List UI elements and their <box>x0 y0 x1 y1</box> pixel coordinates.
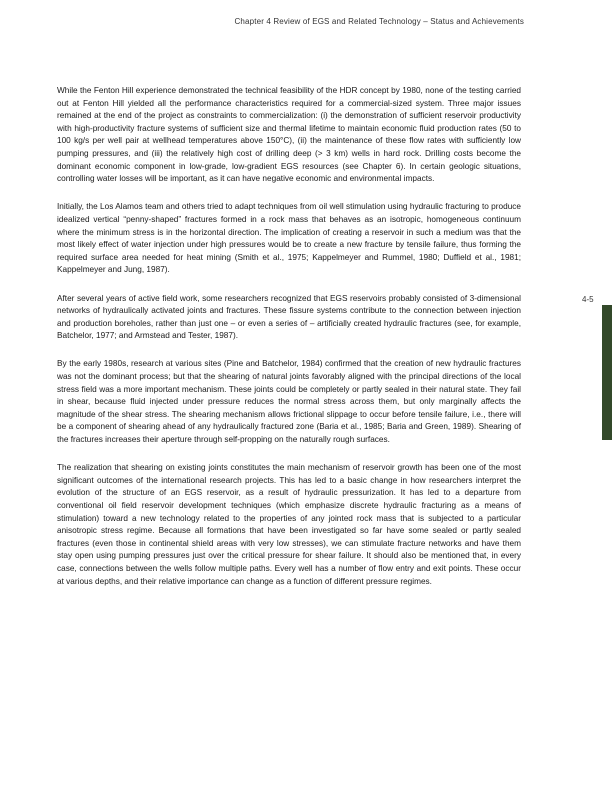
running-header: Chapter 4 Review of EGS and Related Technology – Status and Achievements <box>234 17 524 26</box>
body-text <box>57 85 521 604</box>
paragraph-reservoir-growth: The realization that shearing on existing joints constitutes the main mechanism of reservoir growth has been one of the most significant outcomes of the international research projects. This has led to a basic change in how researchers interpret the evolution of the structure of an EGS reservoir, as a result of hydraulic pressurization. It has led to a departure from conventional oil field reservoir development techniques (which emphasize discrete hydraulic fracturing as a means of stimulation) toward a new technology related to the properties of any jointed rock mass that is subjected to a particular anisotropic stress regime. Because all formations that have been investigated so far have some sealed or partly sealed fractures (even those in continental shield areas with very low stresses), we can stimulate fracture networks and have them stay open using pumping pressures just over the critical pressure for shear failure. It should also be mentioned that, in every case, connections between the wells follow multiple paths. Every well has a number of flow entry and exit points. These occur at various depths, and their relative importance can change as a function of different pressure regimes. <box>57 463 521 586</box>
paragraph-los-alamos: Initially, the Los Alamos team and others tried to adapt techniques from oil well stimulation using hydraulic fracturing to produce idealized vertical “penny-shaped” fractures formed in a rock mass that behaves as an isotropic, homogeneous continuum where the minimum stress is in the horizontal direction. The implication of creating a reservoir in such a medium was that the most likely effect of water injection under high pressures would be to create a new fracture by tensile failure, thus forming the required surface area needed for heat mining (Smith et al., 1975; Kappelmeyer and Rummel, 1980; Duffield et al., 1981; Kappelmeyer and Jung, 1987). <box>57 202 521 275</box>
paragraph-fracture-networks: After several years of active field work, some researchers recognized that EGS reservoirs probably consisted of 3-dimensional networks of hydraulically activated joints and fractures. These fissure systems contribute to the connection between injection and production boreholes, rather than just one – or even a series of – artificially created hydraulic fractures (see, for example, Batchelor, 1977; and Armstead and Tester, 1987). <box>57 293 521 341</box>
paragraph-fenton-hill: While the Fenton Hill experience demonstrated the technical feasibility of the HDR concept by 1980, none of the testing carried out at Fenton Hill yielded all the performance characteristics required for a commercial-sized system. Three major issues remained at the end of the project as constraints to commercialization: (i) the demonstration of sufficient reservoir productivity with high-productivity fracture systems of sufficient size and thermal lifetime to maintain economic fluid production rates (50 to 100 kg/s per well pair at wellhead temperatures above 150°C), (ii) the maintenance of these flow rates with sufficiently low pumping pressures, and (iii) the relatively high cost of drilling deep (> 3 km) wells in hard rock. Drilling costs become the dominant economic component in low-grade, low-gradient EGS resources (see Chapter 6). In certain geologic situations, controlling water losses will be important, as it can have negative economic and environmental impacts. <box>57 86 521 184</box>
chapter-side-tab <box>602 305 612 440</box>
paragraph-shearing-mechanism: By the early 1980s, research at various sites (Pine and Batchelor, 1984) confirmed that the creation of new hydraulic fractures was not the dominant process; but that the shearing of natural joints favorably aligned with the principal directions of the local stress field was a more important mechanism. These joints could be completely or partly sealed in their natural state. They fail in shear, because fluid injected under pressure reduces the normal stress across them, but only marginally affects the magnitude of the shear stress. The shearing mechanism allows frictional slippage to occur before tensile failure, i.e., there will be a component of shearing ahead of any hydraulically fractured zone (Baria et al., 1985; Baria and Green, 1989). Shearing of the fractures increases their aperture through self-propping on the naturally rough surfaces. <box>57 359 521 445</box>
page-number: 4-5 <box>582 295 594 304</box>
